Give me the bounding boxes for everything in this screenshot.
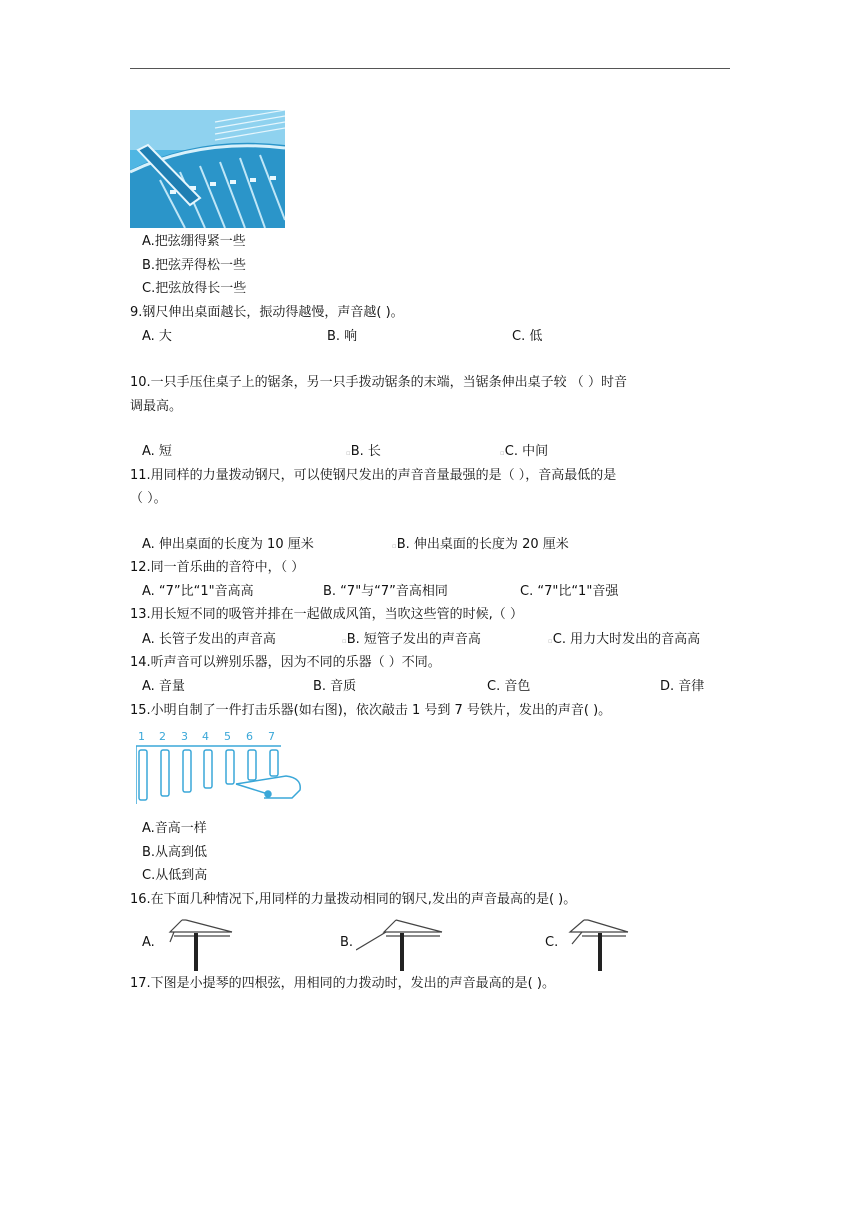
q15-option-c[interactable]: C.从低到高 bbox=[142, 868, 208, 883]
marker-icon: ▫ bbox=[548, 637, 553, 645]
header-rule bbox=[130, 68, 730, 69]
q12-option-a[interactable]: A. “7”比“1"音高高 bbox=[142, 584, 254, 599]
q10-option-c[interactable]: ▫C. 中间 bbox=[500, 444, 549, 459]
marker-icon: ▫ bbox=[346, 449, 351, 457]
q16-option-a[interactable]: A. bbox=[142, 935, 155, 950]
marker-icon: ▫ bbox=[392, 542, 397, 550]
q10-stem-line1: 10.一只手压住桌子上的锯条，另一只手拨动锯条的末端，当锯条伸出桌子较 （ ）时音 bbox=[130, 375, 627, 390]
q8-option-a[interactable]: A.把弦绷得紧一些 bbox=[142, 234, 246, 249]
q9-option-b[interactable]: B. 响 bbox=[327, 329, 358, 344]
q12-option-b[interactable]: B. “7"与“7”音高相同 bbox=[323, 584, 448, 599]
q11-option-b[interactable]: ▫B. 伸出桌面的长度为 20 厘米 bbox=[392, 537, 569, 552]
q11-stem-line1: 11.用同样的力量拨动钢尺，可以使钢尺发出的声音音量最强的是（ ），音高最低的是 bbox=[130, 468, 617, 483]
q14-option-c[interactable]: C. 音色 bbox=[487, 679, 531, 694]
q13-option-b[interactable]: ▫B. 短管子发出的声音高 bbox=[342, 632, 481, 647]
q9-stem: 9.钢尺伸出桌面越长，振动得越慢，声音越( )。 bbox=[130, 305, 404, 320]
q14-option-a[interactable]: A. 音量 bbox=[142, 679, 185, 694]
marker-icon: ▫ bbox=[500, 449, 505, 457]
q14-option-b[interactable]: B. 音质 bbox=[313, 679, 357, 694]
q13-stem: 13.用长短不同的吸管并排在一起做成风笛，当吹这些管的时候,（ ） bbox=[130, 607, 523, 622]
zither-illustration bbox=[130, 110, 285, 228]
q11-stem-line2: （ ）。 bbox=[130, 491, 167, 506]
marker-icon: ▫ bbox=[342, 637, 347, 645]
plate-number-1: 1 bbox=[138, 730, 145, 743]
q8-option-b[interactable]: B.把弦弄得松一些 bbox=[142, 258, 247, 273]
q9-option-a[interactable]: A. 大 bbox=[142, 329, 172, 344]
q14-stem: 14.听声音可以辨别乐器，因为不同的乐器（ ）不同。 bbox=[130, 655, 441, 670]
plate-number-4: 4 bbox=[202, 730, 209, 743]
q17-stem: 17.下图是小提琴的四根弦，用相同的力拨动时，发出的声音最高的是( )。 bbox=[130, 976, 555, 991]
ruler-figure-a bbox=[160, 916, 234, 972]
q10-option-a[interactable]: A. 短 bbox=[142, 444, 172, 459]
plate-number-7: 7 bbox=[268, 730, 275, 743]
q15-stem: 15.小明自制了一件打击乐器(如右图)，依次敲击 1 号到 7 号铁片，发出的声音( )。 bbox=[130, 703, 612, 718]
q8-option-c[interactable]: C.把弦放得长一些 bbox=[142, 281, 247, 296]
q12-stem: 12.同一首乐曲的音符中，（ ） bbox=[130, 560, 305, 575]
ruler-figure-b bbox=[356, 916, 446, 972]
plate-number-6: 6 bbox=[246, 730, 253, 743]
q16-option-b[interactable]: B. bbox=[340, 935, 354, 950]
q13-option-c[interactable]: ▫C. 用力大时发出的音高高 bbox=[548, 632, 701, 647]
q9-option-c[interactable]: C. 低 bbox=[512, 329, 543, 344]
plate-number-3: 3 bbox=[181, 730, 188, 743]
q15-option-b[interactable]: B.从高到低 bbox=[142, 845, 208, 860]
plate-number-5: 5 bbox=[224, 730, 231, 743]
q10-stem-line2: 调最高。 bbox=[130, 399, 183, 414]
q16-option-c[interactable]: C. bbox=[545, 935, 559, 950]
q16-stem: 16.在下面几种情况下,用同样的力量拨动相同的钢尺,发出的声音最高的是( )。 bbox=[130, 892, 577, 907]
q11-option-a[interactable]: A. 伸出桌面的长度为 10 厘米 bbox=[142, 537, 314, 552]
q10-option-b[interactable]: ▫B. 长 bbox=[346, 444, 381, 459]
q14-option-d[interactable]: D. 音律 bbox=[660, 679, 705, 694]
percussion-instrument-figure bbox=[136, 728, 304, 804]
q15-option-a[interactable]: A.音高一样 bbox=[142, 821, 207, 836]
ruler-figure-c bbox=[562, 916, 632, 972]
plate-number-2: 2 bbox=[159, 730, 166, 743]
q12-option-c[interactable]: C. “7"比“1"音强 bbox=[520, 584, 619, 599]
q13-option-a[interactable]: A. 长管子发出的声音高 bbox=[142, 632, 276, 647]
